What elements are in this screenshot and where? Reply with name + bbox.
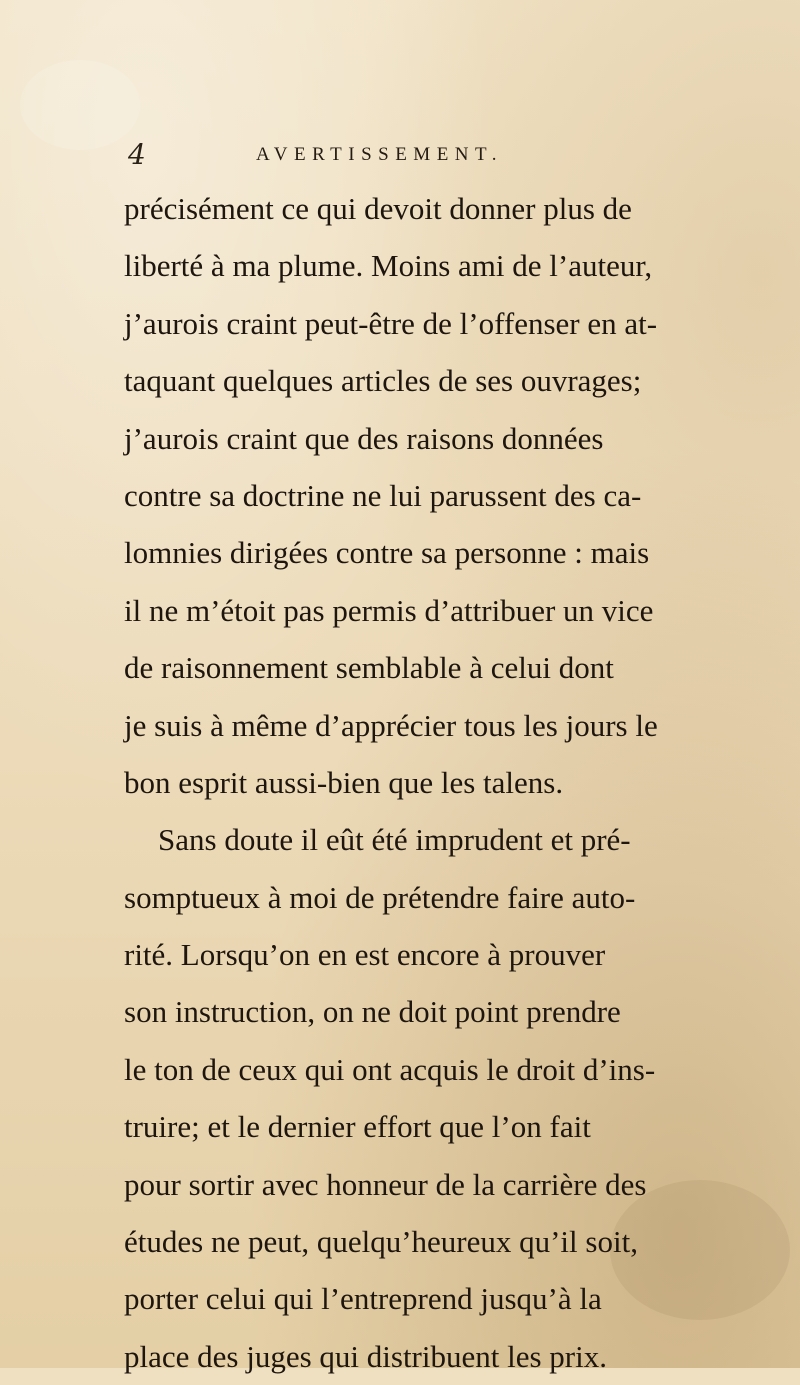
text-line: je suis à même d’apprécier tous les jours le <box>124 707 658 743</box>
text-line: somptueux à moi de prétendre faire auto- <box>124 879 636 915</box>
text-line: j’aurois craint peut-être de l’offenser en at- <box>124 305 658 341</box>
running-head: AVERTISSEMENT. <box>256 144 503 165</box>
text-line: contre sa doctrine ne lui parussent des ca- <box>124 477 642 513</box>
text-line: rité. Lorsqu’on en est encore à prouver <box>124 937 606 973</box>
text-line: le ton de ceux qui ont acquis le droit d’ins- <box>124 1051 656 1087</box>
text-line: précisément ce qui devoit donner plus de <box>124 191 632 226</box>
text-line: liberté à ma plume. Moins ami de l’auteur, <box>124 248 653 284</box>
text-line: place des juges qui distribuent les prix. <box>124 1338 607 1374</box>
text-line: porter celui qui l’entreprend jusqu’à la <box>124 1281 602 1317</box>
text-line: taquant quelques articles de ses ouvrages; <box>124 363 642 399</box>
text-line: études ne peut, quelqu’heureux qu’il soit, <box>124 1224 638 1260</box>
text-line: pour sortir avec honneur de la carrière des <box>124 1166 647 1202</box>
text-line: de raisonnement semblable à celui dont <box>124 650 614 686</box>
text-line: son instruction, on ne doit point prendre <box>124 994 621 1030</box>
page-number: 4 <box>128 138 146 171</box>
text-line: bon esprit aussi-bien que les talens. <box>124 764 564 800</box>
text-line: lomnies dirigées contre sa personne : mais <box>124 535 650 571</box>
paragraph-first-line: Sans doute il eût été imprudent et pré- <box>158 822 631 858</box>
text-line: il ne m’étoit pas permis d’attribuer un vice <box>124 592 654 628</box>
page-header <box>128 138 668 172</box>
text-line: j’aurois craint que des raisons données <box>124 420 604 456</box>
text-line: truire; et le dernier effort que l’on fait <box>124 1109 591 1145</box>
body-text <box>124 180 784 1385</box>
paper-stain <box>20 60 140 150</box>
